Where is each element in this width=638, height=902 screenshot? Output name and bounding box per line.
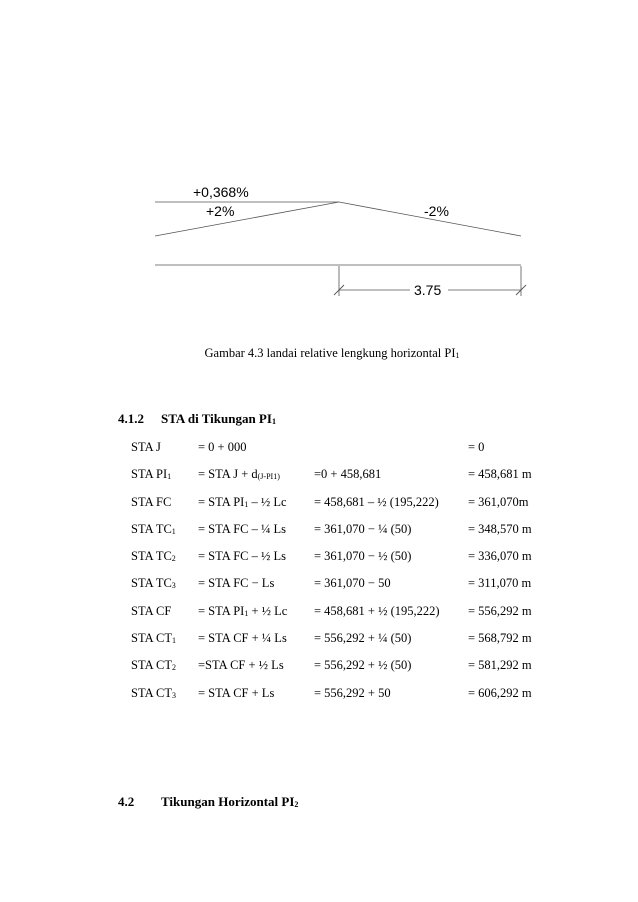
slope-label-right: -2% (424, 203, 449, 219)
sta-formula-cell (198, 576, 274, 591)
caption-text: Gambar 4.3 landai relative lengkung horizontal PI (204, 346, 456, 360)
sta-name: STA TC (131, 549, 172, 564)
sta-formula: = STA CF + ¼ Ls (198, 631, 287, 646)
sta-result: = 311,070 m (468, 576, 532, 591)
section-title: Tikungan Horizontal PI (161, 794, 295, 809)
sta-name-subscript: 2 (171, 554, 176, 564)
sta-formula: = STA FC − Ls (198, 576, 275, 591)
sta-name-cell (131, 467, 171, 482)
sta-formula: = STA FC – ½ Ls (198, 549, 287, 564)
section-heading-4-2 (118, 794, 298, 810)
sta-result-cell (468, 576, 531, 591)
section-title-subscript: 1 (271, 417, 276, 426)
sta-name-cell (131, 522, 176, 537)
sta-result-cell (468, 549, 532, 564)
sta-name-cell (131, 495, 171, 510)
sta-name: STA TC (131, 521, 172, 536)
sta-calc-cell (314, 467, 381, 482)
sta-calc-cell (314, 495, 439, 510)
sta-calc-cell (314, 576, 391, 591)
sta-name: STA PI (131, 467, 168, 482)
sta-formula-cell (198, 658, 284, 673)
sta-name-subscript: 1 (171, 526, 176, 536)
sta-formula-tail: – ½ Lc (248, 494, 287, 509)
sta-calculation: = 361,070 − ¼ (50) (314, 521, 412, 536)
sta-formula: = STA PI (198, 603, 245, 618)
sta-formula-tail: + ½ Lc (248, 603, 288, 618)
sta-name: STA FC (131, 494, 172, 509)
dimension-label: 3.75 (414, 282, 442, 298)
sta-formula-subscript: 1 (244, 499, 249, 509)
sta-formula: = STA CF + Ls (198, 685, 275, 700)
sta-formula: = STA FC – ¼ Ls (198, 521, 287, 536)
sta-result: = 336,070 m (468, 549, 532, 564)
sta-name-cell (131, 576, 176, 591)
figure-caption (0, 346, 638, 361)
sta-calc-cell (314, 686, 391, 701)
sta-calculation: = 556,292 + ½ (50) (314, 658, 412, 673)
sta-formula-cell (198, 686, 274, 701)
sta-calculation: =0 + 458,681 (314, 467, 382, 482)
section-number: 4.1.2 (118, 411, 144, 426)
sta-name-subscript: 1 (167, 472, 172, 482)
superelevation-diagram (0, 0, 638, 320)
sta-calculation: = 361,070 − ½ (50) (314, 549, 412, 564)
sta-name-subscript: 1 (172, 636, 177, 646)
sta-calculation: = 361,070 − 50 (314, 576, 391, 591)
sta-result: = 348,570 m (468, 521, 532, 536)
sta-calc-cell (314, 549, 411, 564)
sta-result: = 0 (468, 440, 485, 454)
sta-name: STA CF (131, 603, 172, 618)
slope-label-top: +0,368% (193, 184, 249, 200)
sta-result: = 581,292 m (468, 658, 532, 673)
sta-formula-subscript: 1 (244, 608, 249, 618)
sta-name-subscript: 2 (172, 663, 177, 673)
sta-formula-cell (198, 467, 280, 482)
sta-result: = 568,792 m (468, 631, 532, 646)
section-title-subscript: 2 (294, 800, 299, 809)
sta-name: STA TC (131, 576, 172, 591)
sta-name: STA J (131, 440, 161, 454)
sta-calc-cell (314, 604, 440, 619)
sta-calculation: = 556,292 + 50 (314, 685, 391, 700)
sta-formula-cell (198, 495, 287, 510)
sta-formula-cell (198, 549, 286, 564)
sta-name-cell (131, 631, 176, 646)
sta-name-cell (131, 440, 161, 455)
sta-name-cell (131, 604, 171, 619)
left-slope-line (155, 202, 339, 236)
sta-calculation: = 458,681 + ½ (195,222) (314, 603, 440, 618)
caption-subscript: 1 (455, 351, 460, 360)
sta-name-cell (131, 686, 176, 701)
sta-formula-cell (198, 440, 246, 455)
section-number: 4.2 (118, 794, 135, 809)
section-title: STA di Tikungan PI (161, 411, 272, 426)
sta-result-cell (468, 658, 532, 673)
sta-name-subscript: 3 (171, 581, 176, 591)
sta-result: = 361,070m (468, 494, 529, 509)
sta-calc-cell (314, 658, 411, 673)
sta-name-cell (131, 549, 176, 564)
sta-name-cell (131, 658, 176, 673)
sta-calc-cell (314, 522, 411, 537)
sta-result-cell (468, 686, 532, 701)
sta-formula-cell (198, 631, 287, 646)
sta-result-cell (468, 440, 484, 455)
sta-formula: = 0 + 000 (198, 440, 247, 454)
sta-formula-cell (198, 604, 287, 619)
sta-formula-subscript: (J-PI1) (257, 472, 280, 482)
sta-formula: = STA J + d (198, 467, 258, 482)
sta-calculation: = 556,292 + ¼ (50) (314, 631, 412, 646)
diagram-drawing (0, 0, 638, 320)
sta-formula: =STA CF + ½ Ls (198, 658, 284, 673)
sta-formula-cell (198, 522, 286, 537)
slope-label-left: +2% (206, 203, 235, 219)
sta-name: STA CT (131, 658, 173, 673)
sta-result: = 556,292 m (468, 603, 532, 618)
sta-name-subscript: 3 (172, 690, 177, 700)
sta-result-cell (468, 604, 532, 619)
section-heading-4-1-2 (118, 411, 276, 427)
sta-name: STA CT (131, 685, 173, 700)
sta-name: STA CT (131, 631, 173, 646)
sta-result-cell (468, 631, 532, 646)
sta-result-cell (468, 522, 532, 537)
sta-result-cell (468, 495, 529, 510)
sta-result: = 606,292 m (468, 685, 532, 700)
sta-calculation: = 458,681 – ½ (195,222) (314, 494, 439, 509)
sta-result: = 458,681 m (468, 467, 532, 482)
sta-formula: = STA PI (198, 494, 245, 509)
sta-result-cell (468, 467, 532, 482)
sta-calc-cell (314, 631, 411, 646)
